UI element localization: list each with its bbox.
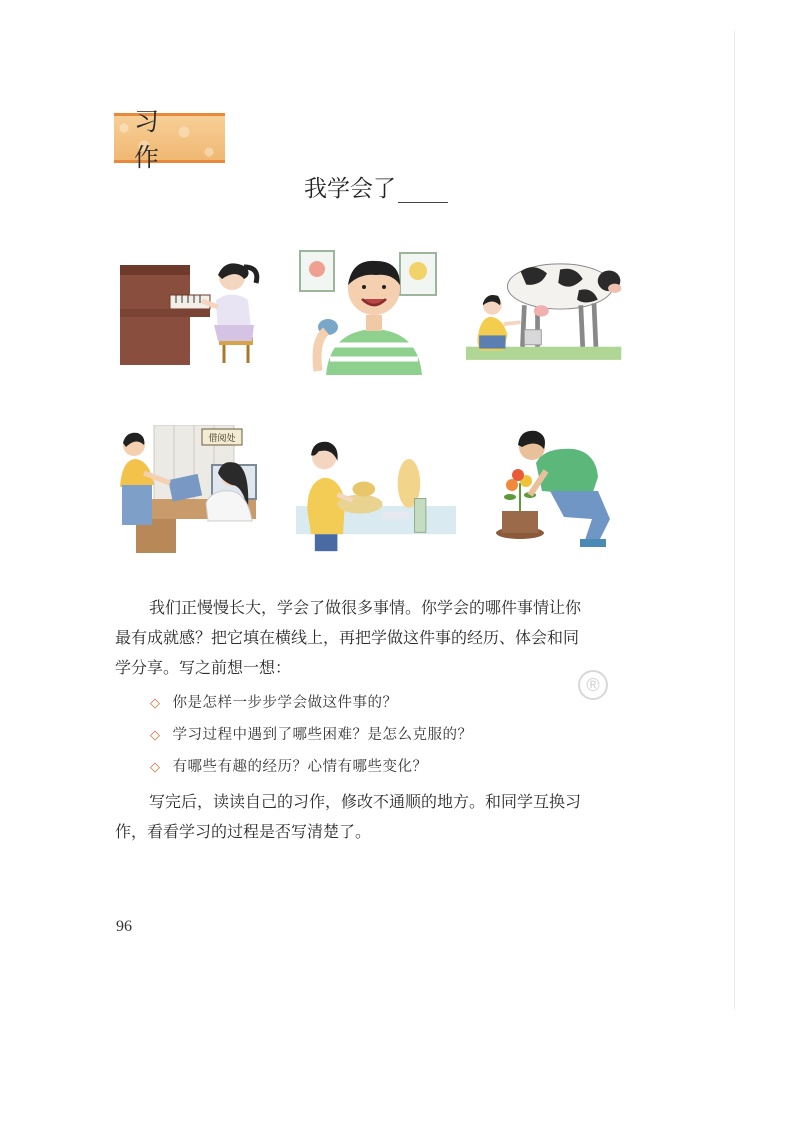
- intro-paragraph: [115, 593, 645, 623]
- page-title: [304, 170, 448, 203]
- girl-milking-cow-illustration: [466, 245, 626, 375]
- prompt-item: [150, 755, 428, 776]
- closing-line-2: 作，看看学习的过程是否写清楚了。: [115, 822, 372, 841]
- diamond-icon: ◇: [150, 760, 161, 775]
- boy-planting-flower-illustration: [480, 425, 640, 555]
- registered-mark: ®: [578, 670, 608, 700]
- intro-paragraph-cont: [115, 623, 645, 683]
- diamond-icon: ◇: [150, 696, 161, 711]
- girl-washing-dishes-illustration: [296, 425, 456, 555]
- prompt-text: 有哪些有趣的经历？心情有哪些变化？: [172, 759, 428, 775]
- page-edge: [734, 30, 735, 1010]
- diamond-icon: ◇: [150, 728, 161, 743]
- closing-paragraph: [115, 787, 645, 817]
- prompt-text: 你是怎样一步步学会做这件事的？: [172, 695, 398, 711]
- intro-line-1: 我们正慢慢长大，学会了做很多事情。你学会的哪件事情让你: [149, 598, 582, 617]
- prompt-item: [150, 691, 398, 712]
- library-checkout-illustration: [114, 425, 274, 555]
- section-header: [114, 107, 225, 172]
- closing-paragraph-cont: [115, 817, 645, 847]
- section-header-label: 习 作: [134, 107, 180, 172]
- prompt-item: [150, 723, 473, 744]
- intro-line-3: 学分享。写之前想一想：: [115, 658, 292, 677]
- library-sign: 借阅处: [208, 434, 236, 444]
- piano-girl-illustration: [114, 245, 274, 375]
- intro-line-2: 最有成就感？把它填在横线上，再把学做这件事的经历、体会和同: [115, 628, 580, 647]
- page-title-text: 我学会了: [304, 176, 396, 202]
- title-blank-line: [398, 180, 448, 203]
- prompt-text: 学习过程中遇到了哪些困难？是怎么克服的？: [172, 727, 473, 743]
- page-number: 96: [116, 918, 132, 935]
- boy-smiling-illustration: [296, 245, 456, 375]
- closing-line-1: 写完后，读读自己的习作，修改不通顺的地方。和同学互换习: [149, 792, 582, 811]
